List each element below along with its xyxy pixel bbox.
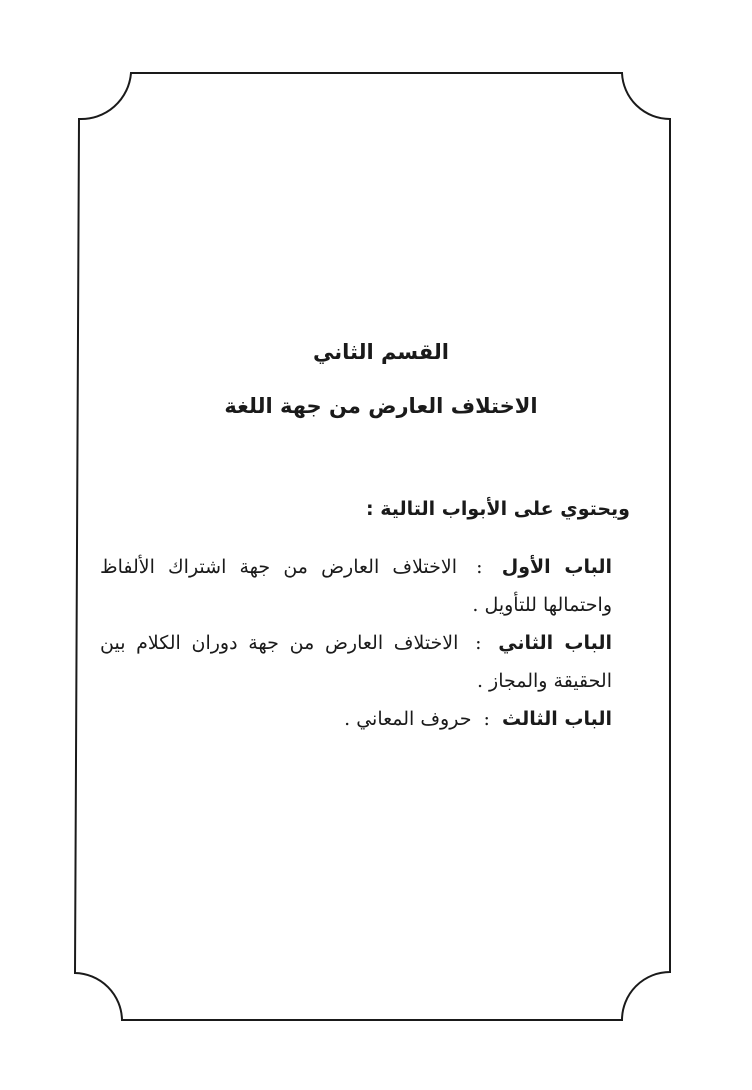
chapter-separator: : xyxy=(475,632,482,654)
chapter-separator: : xyxy=(476,556,483,578)
decorative-border xyxy=(75,73,670,1020)
chapter-description: الاختلاف العارض من جهة اشتراك الألفاظ واحتمالها للتأويل . xyxy=(100,556,612,616)
chapter-item-2 xyxy=(100,624,612,700)
part-subtitle: الاختلاف العارض من جهة اللغة xyxy=(224,394,538,418)
chapter-label: الباب الثالث xyxy=(501,708,612,730)
chapter-separator: : xyxy=(483,708,490,730)
chapter-description: الاختلاف العارض من جهة دوران الكلام بين الحقيقة والمجاز . xyxy=(100,632,612,692)
chapter-label: الباب الثاني xyxy=(498,632,612,654)
chapters-intro: ويحتوي على الأبواب التالية : xyxy=(366,498,630,520)
chapter-description: حروف المعاني . xyxy=(344,708,472,730)
chapter-label: الباب الأول xyxy=(501,556,612,578)
chapter-item-1 xyxy=(100,548,612,624)
chapter-item-3 xyxy=(100,700,612,738)
part-title: القسم الثاني xyxy=(312,340,450,364)
